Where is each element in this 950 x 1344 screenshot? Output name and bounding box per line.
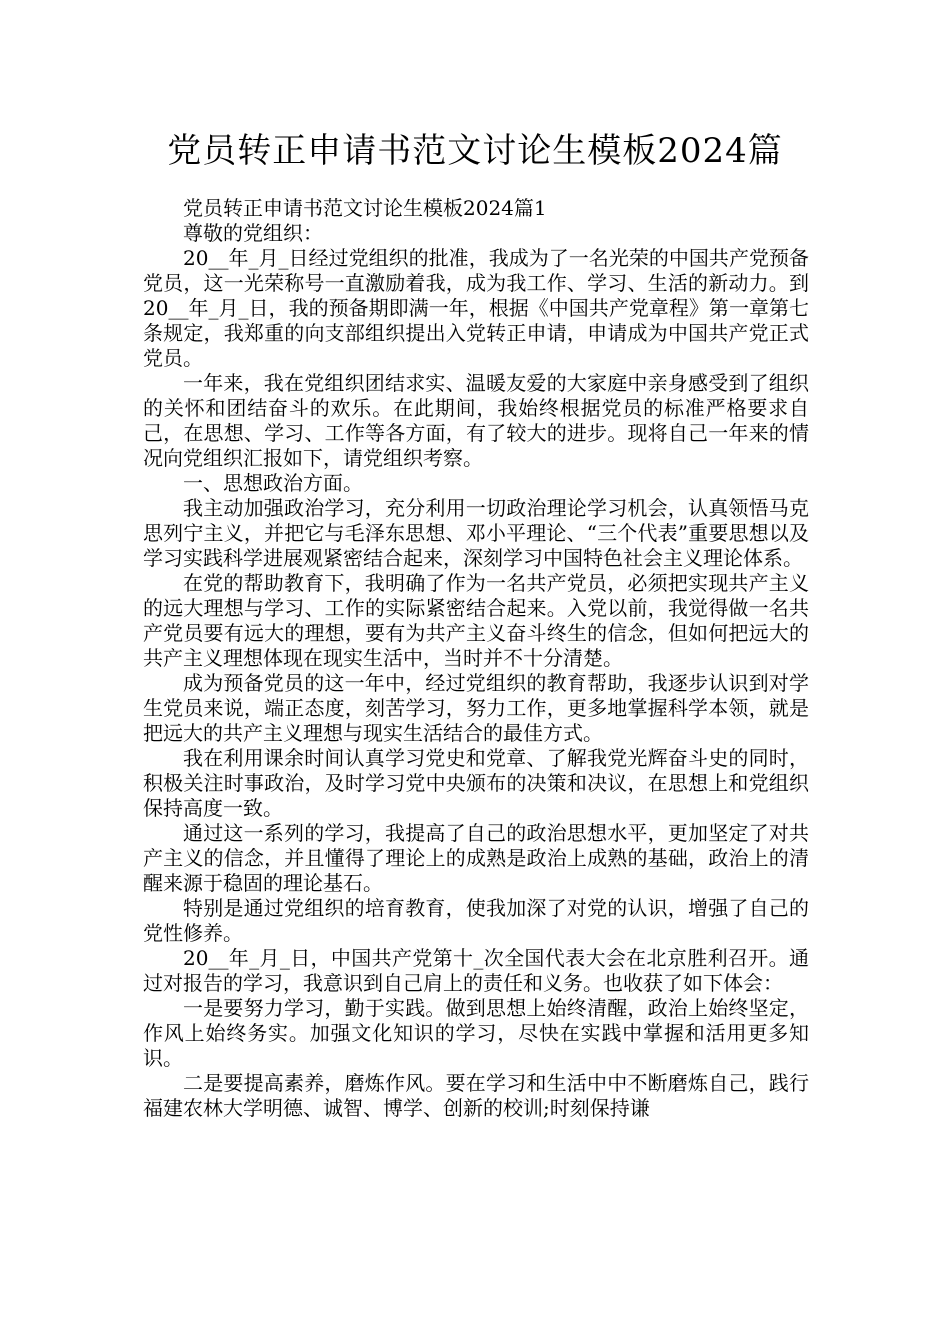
document-body — [143, 196, 809, 1121]
section-heading: 党员转正申请书范文讨论生模板2024篇1 — [183, 196, 547, 220]
paragraph: 二是要提高素养，磨炼作风。要在学习和生活中中不断磨炼自己，践行福建农林大学明德、诚智、博学、创新的校训;时刻保持谦 — [143, 1071, 809, 1120]
paragraph: 20__年_月_日经过党组织的批准，我成为了一名光荣的中国共产党预备党员，这一光荣称号一直激励着我，成为我工作、学习、生活的新动力。到20__年_月_日，我的预备期即满一年，根据《中国共产党章程》第一章第七条规定，我郑重的向支部组织提出入党转正申请，申请成为中国共产党正式党员。 — [143, 246, 809, 370]
paragraph: 在党的帮助教育下，我明确了作为一名共产党员，必须把实现共产主义的远大理想与学习、工作的实际紧密结合起来。入党以前，我觉得做一名共产党员要有远大的理想，要有为共产主义奋斗终生的信念，但如何把远大的共产主义理想体现在现实生活中，当时并不十分清楚。 — [143, 571, 809, 670]
paragraph: 一是要努力学习，勤于实践。做到思想上始终清醒，政治上始终坚定，作风上始终务实。加强文化知识的学习，尽快在实践中掌握和活用更多知识。 — [143, 996, 809, 1070]
document-title: 党员转正申请书范文讨论生模板2024篇 — [167, 131, 783, 171]
salutation: 尊敬的党组织： — [183, 221, 323, 245]
paragraph: 特别是通过党组织的培育教育，使我加深了对党的认识，增强了自己的党性修养。 — [143, 896, 809, 945]
paragraph: 通过这一系列的学习，我提高了自己的政治思想水平，更加坚定了对共产主义的信念，并且懂得了理论上的成熟是政治上成熟的基础，政治上的清醒来源于稳固的理论基石。 — [143, 821, 809, 895]
paragraph: 成为预备党员的这一年中，经过党组织的教育帮助，我逐步认识到对学生党员来说，端正态度，刻苦学习，努力工作，更多地掌握科学本领，就是把远大的共产主义理想与现实生活结合的最佳方式。 — [143, 671, 809, 745]
paragraph: 我在利用课余时间认真学习党史和党章、了解我党光辉奋斗史的同时，积极关注时事政治，及时学习党中央颁布的决策和决议，在思想上和党组织保持高度一致。 — [143, 746, 809, 820]
paragraph: 20__年_月_日，中国共产党第十_次全国代表大会在北京胜利召开。通过对报告的学习，我意识到自己肩上的责任和义务。也收获了如下体会： — [143, 946, 809, 995]
paragraph: 我主动加强政治学习，充分利用一切政治理论学习机会，认真领悟马克思列宁主义，并把它与毛泽东思想、邓小平理论、“三个代表”重要思想以及学习实践科学进展观紧密结合起来，深刻学习中国特色社会主义理论体系。 — [143, 496, 809, 570]
section-heading: 一、思想政治方面。 — [183, 471, 363, 495]
paragraph: 一年来，我在党组织团结求实、温暖友爱的大家庭中亲身感受到了组织的关怀和团结奋斗的欢乐。在此期间，我始终根据党员的标准严格要求自己，在思想、学习、工作等各方面，有了较大的进步。现将自己一年来的情况向党组织汇报如下，请党组织考察。 — [143, 371, 809, 470]
